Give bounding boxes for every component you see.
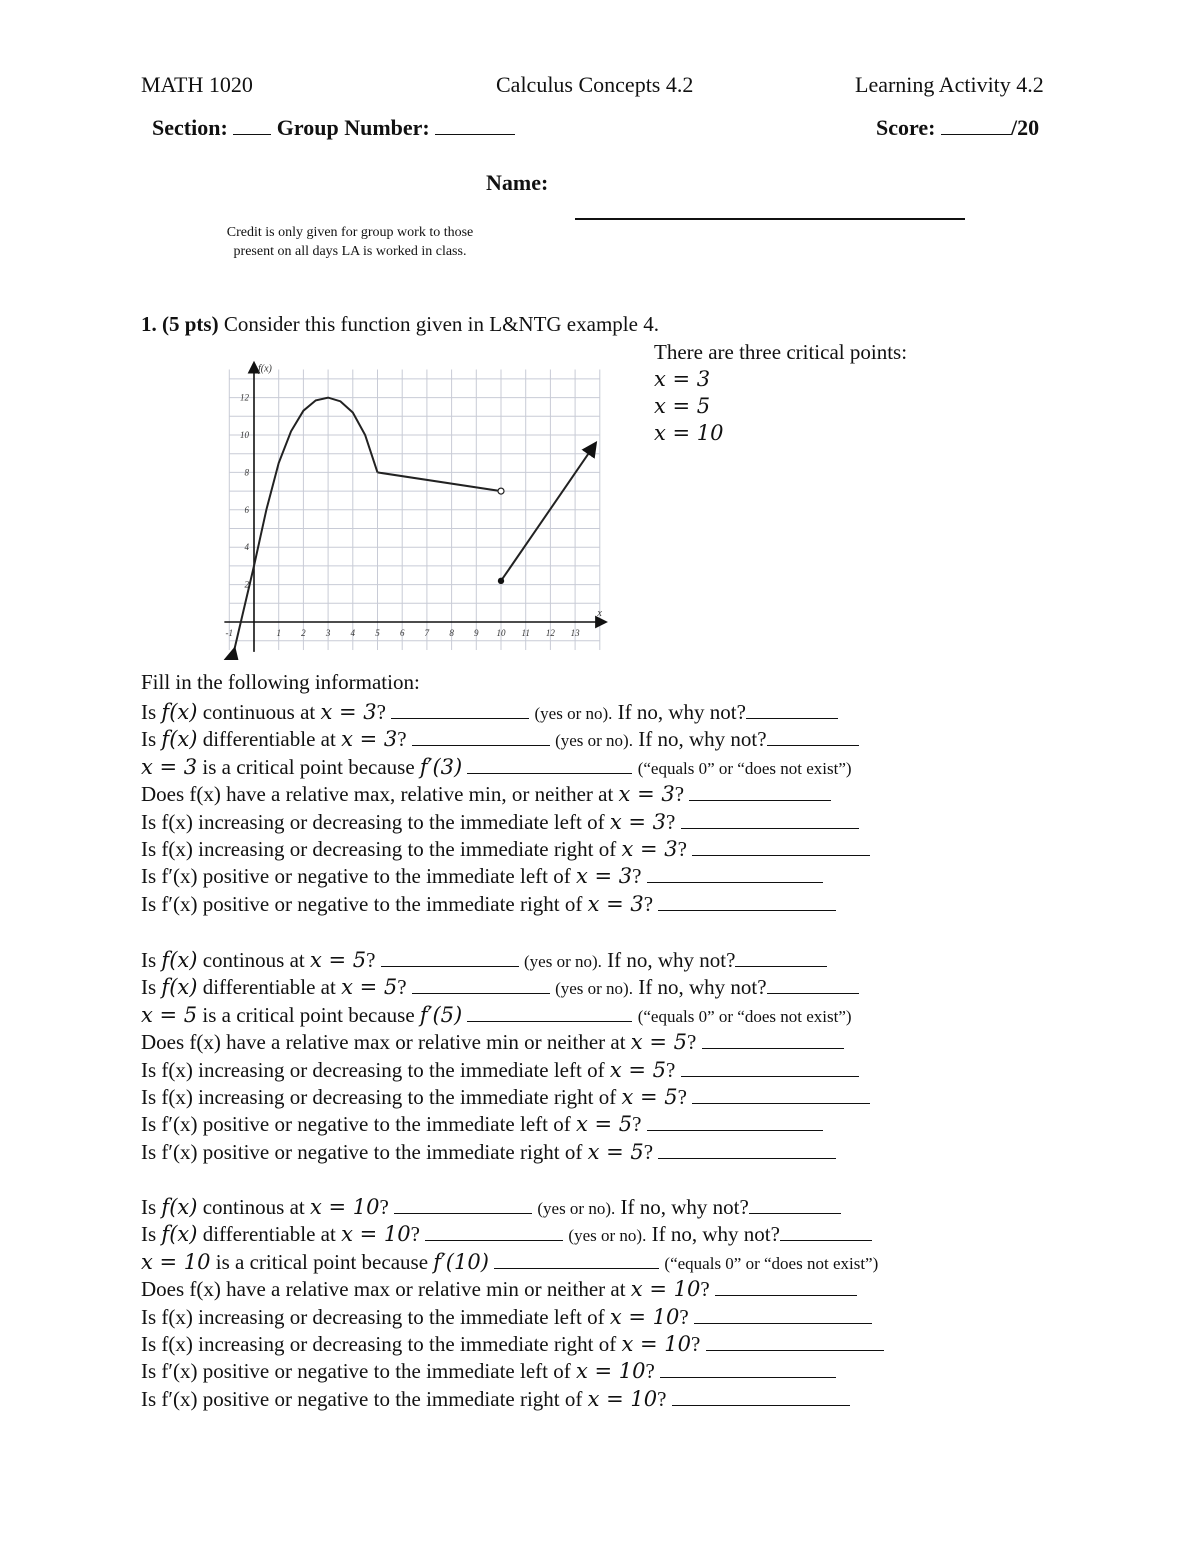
math-x: x = 3 — [141, 754, 198, 779]
critical-point-2: x = 5 — [654, 394, 711, 418]
math-x: x = 3 — [587, 891, 644, 916]
question-text: ? — [691, 1332, 706, 1356]
answer-hint: (yes or no). — [568, 1226, 647, 1246]
math-fx: f(x) — [161, 700, 198, 724]
question-text: Is f′(x) positive or negative to the immediate left of — [141, 864, 576, 889]
question-text: is a critical point because — [197, 754, 420, 779]
answer-blank[interactable] — [467, 755, 632, 774]
math-x: x = 3 — [341, 727, 398, 752]
x-tick-label: 6 — [399, 628, 405, 638]
x-tick-label: 10 — [496, 628, 506, 638]
problem-number: 1. — [141, 312, 157, 336]
section-label: Section: — [152, 115, 228, 140]
question-text: differentiable at — [197, 1222, 342, 1247]
question-q5 — [141, 1057, 859, 1084]
question-text: Is f(x) increasing or decreasing to the immediate left of — [141, 809, 610, 834]
answer-blank[interactable] — [412, 727, 550, 746]
math-x: x = 5 — [609, 1057, 666, 1082]
answer-blank[interactable] — [746, 700, 838, 719]
question-critical-reason — [141, 754, 852, 782]
answer-blank[interactable] — [658, 1140, 836, 1159]
x-tick-label: 1 — [276, 628, 281, 638]
answer-blank[interactable] — [681, 1058, 859, 1077]
math-x: x = 5 — [141, 1002, 198, 1027]
math-x: x = 5 — [310, 948, 367, 972]
question-text: ? — [643, 891, 659, 916]
question-text: ? — [700, 1277, 715, 1302]
course-code: MATH 1020 — [141, 72, 253, 97]
math-x: x = 10 — [609, 1304, 680, 1329]
answer-blank[interactable] — [391, 700, 529, 719]
question-text: Does f(x) have a relative max or relative min or neither at — [141, 1277, 631, 1302]
group-label: Group Number: — [276, 115, 430, 140]
answer-blank[interactable] — [660, 1359, 836, 1378]
question-text: If no, why not? — [632, 975, 767, 1000]
credit-note — [190, 223, 510, 261]
math-x: x = 5 — [587, 1139, 644, 1164]
question-text: If no, why not? — [612, 700, 746, 724]
answer-hint: (yes or no). — [524, 952, 602, 971]
answer-hint: (“equals 0” or “does not exist”) — [637, 758, 852, 778]
closed-endpoint — [498, 578, 504, 584]
math-x: x = 3 — [575, 864, 633, 889]
credit-note-line: present on all days LA is worked in class. — [233, 244, 467, 259]
question-text: If no, why not? — [632, 727, 767, 752]
question-text: ? — [677, 837, 693, 861]
question-differentiability — [141, 1221, 872, 1249]
question-q4 — [141, 1276, 857, 1303]
question-continuity — [141, 699, 838, 727]
activity-title: Learning Activity 4.2 — [855, 72, 1044, 97]
question-q6 — [141, 836, 870, 863]
question-critical-reason — [141, 1249, 878, 1277]
answer-blank[interactable] — [767, 727, 859, 746]
math-x: x = 10 — [141, 1249, 211, 1274]
math-fprime: f′(5) — [419, 1002, 463, 1027]
question-text: ? — [379, 1195, 395, 1219]
question-text: ? — [657, 1386, 672, 1411]
question-text: continous at — [197, 1195, 311, 1219]
x-tick-label: 11 — [521, 628, 530, 638]
question-text: Is f′(x) positive or negative to the immediate right of — [141, 1139, 588, 1164]
question-text: Does f(x) have a relative max, relative min, or neither at — [141, 782, 619, 807]
question-q7 — [141, 863, 823, 890]
math-fx: f(x) — [161, 948, 198, 972]
x-tick-label: -1 — [225, 628, 234, 638]
name-label: Name: — [486, 170, 549, 195]
answer-blank[interactable] — [694, 1305, 872, 1324]
y-tick-label: 6 — [244, 504, 249, 515]
question-text: ? — [397, 727, 412, 752]
math-x: x = 10 — [587, 1386, 658, 1411]
math-fprime: f′(3) — [419, 754, 463, 779]
question-q8 — [141, 891, 836, 918]
math-fx: f(x) — [161, 727, 198, 752]
group-blank[interactable] — [435, 116, 515, 135]
critical-point-1: x = 3 — [654, 367, 711, 391]
question-text: ? — [366, 948, 381, 972]
answer-hint: (“equals 0” or “does not exist”) — [637, 1006, 852, 1026]
problem-points: (5 pts) — [162, 312, 219, 336]
answer-hint: (yes or no). — [534, 704, 613, 723]
question-text: ? — [410, 1222, 426, 1247]
x-tick-label: 2 — [301, 628, 306, 638]
answer-blank[interactable] — [672, 1387, 850, 1406]
name-blank[interactable] — [575, 218, 965, 220]
question-differentiability — [141, 726, 859, 754]
answer-blank[interactable] — [767, 975, 859, 994]
x-tick-label: 8 — [449, 628, 454, 638]
question-text: If no, why not? — [646, 1222, 780, 1247]
question-critical-reason — [141, 1002, 852, 1030]
question-q6 — [141, 1331, 884, 1358]
math-x: x = 3 — [320, 700, 377, 724]
answer-blank[interactable] — [412, 975, 550, 994]
score-total: /20 — [1010, 115, 1040, 140]
answer-blank[interactable] — [681, 810, 859, 829]
question-text: ? — [645, 1359, 661, 1384]
y-tick-label: 8 — [244, 467, 249, 478]
math-x: x = 3 — [618, 782, 675, 807]
answer-blank[interactable] — [692, 1085, 870, 1104]
x-tick-label: 5 — [375, 628, 380, 638]
math-x: x = 5 — [575, 1112, 633, 1137]
answer-blank[interactable] — [467, 1003, 632, 1022]
x-tick-label: 13 — [570, 628, 580, 638]
answer-blank[interactable] — [702, 1030, 844, 1049]
question-text: ? — [397, 975, 412, 1000]
answer-blank[interactable] — [425, 1222, 563, 1241]
math-x: x = 10 — [341, 1222, 411, 1247]
question-text: differentiable at — [197, 975, 342, 1000]
question-text: continuous at — [197, 700, 321, 724]
question-text: Is f′(x) positive or negative to the immediate left of — [141, 1359, 576, 1384]
answer-blank[interactable] — [658, 892, 836, 911]
answer-blank[interactable] — [749, 1195, 841, 1214]
critical-point-3: x = 10 — [654, 421, 724, 445]
open-endpoint — [498, 488, 504, 494]
y-tick-label: 4 — [244, 542, 249, 553]
question-text: Is f(x) increasing or decreasing to the immediate right of — [141, 837, 622, 861]
problem-prompt: Consider this function given in L&NTG example 4. — [223, 312, 659, 336]
score-field[interactable] — [876, 115, 1039, 141]
question-text: Is f(x) increasing or decreasing to the immediate left of — [141, 1304, 610, 1329]
question-text: Does f(x) have a relative max or relative min or neither at — [141, 1030, 631, 1055]
question-text: ? — [632, 864, 647, 889]
y-tick-label: 2 — [244, 579, 249, 590]
question-text: ? — [665, 809, 681, 834]
answer-hint: (“equals 0” or “does not exist”) — [664, 1253, 879, 1273]
math-x: x = 10 — [310, 1195, 380, 1219]
question-text: is a critical point because — [197, 1002, 420, 1027]
answer-hint: (yes or no). — [555, 979, 633, 999]
answer-blank[interactable] — [494, 1250, 659, 1269]
answer-hint: (yes or no). — [537, 1199, 616, 1218]
math-fx: f(x) — [161, 975, 198, 1000]
question-text: If no, why not? — [601, 948, 736, 972]
question-text: Is — [141, 1195, 162, 1219]
section-field[interactable] — [152, 115, 515, 141]
question-q7 — [141, 1358, 836, 1385]
question-continuity — [141, 1194, 841, 1222]
math-x: x = 10 — [621, 1332, 692, 1356]
critical-intro: There are three critical points: — [654, 340, 908, 364]
question-q4 — [141, 781, 831, 808]
question-text: is a critical point because — [210, 1249, 434, 1274]
function-graph — [220, 350, 610, 660]
question-text: ? — [674, 782, 690, 807]
question-text: Is f′(x) positive or negative to the immediate right of — [141, 1386, 588, 1411]
problem-heading — [141, 311, 659, 338]
section-blank[interactable] — [233, 116, 271, 135]
math-x: x = 10 — [630, 1277, 701, 1302]
answer-blank[interactable] — [735, 948, 827, 967]
answer-blank[interactable] — [647, 1112, 823, 1131]
answer-blank[interactable] — [689, 782, 831, 801]
x-tick-label: 9 — [474, 628, 479, 638]
answer-blank[interactable] — [706, 1332, 884, 1351]
question-text: Is — [141, 700, 162, 724]
question-text: Is — [141, 975, 162, 1000]
fill-in-instructions: Fill in the following information: — [141, 670, 420, 694]
math-x: x = 5 — [621, 1085, 678, 1109]
question-text: ? — [665, 1057, 681, 1082]
question-q8 — [141, 1386, 850, 1413]
y-axis-label: f(x) — [258, 363, 272, 375]
question-text: Is f(x) increasing or decreasing to the immediate right of — [141, 1332, 622, 1356]
question-differentiability — [141, 974, 859, 1002]
math-x: x = 3 — [609, 809, 666, 834]
score-blank[interactable] — [941, 116, 1011, 135]
credit-note-line: Credit is only given for group work to those — [226, 225, 474, 240]
question-q5 — [141, 1304, 872, 1331]
y-tick-label: 12 — [240, 392, 249, 403]
question-text: ? — [686, 1030, 702, 1055]
question-text: Is f(x) increasing or decreasing to the immediate right of — [141, 1085, 622, 1109]
question-text: If no, why not? — [615, 1195, 749, 1219]
question-q8 — [141, 1139, 836, 1166]
x-tick-label: 4 — [350, 628, 356, 638]
math-fprime: f′(10) — [433, 1249, 489, 1274]
y-tick-label: 10 — [240, 430, 249, 440]
question-continuity — [141, 947, 827, 975]
ray-segment — [501, 444, 595, 581]
question-text: ? — [632, 1112, 647, 1137]
question-text: Is — [141, 948, 162, 972]
score-label: Score: — [876, 115, 936, 140]
answer-hint: (yes or no). — [555, 731, 633, 751]
question-text: Is f′(x) positive or negative to the immediate left of — [141, 1112, 576, 1137]
question-q4 — [141, 1029, 844, 1056]
answer-blank[interactable] — [394, 1195, 532, 1214]
answer-blank[interactable] — [715, 1277, 857, 1296]
answer-blank[interactable] — [381, 948, 519, 967]
x-tick-label: 7 — [424, 628, 430, 638]
question-text: ? — [376, 700, 392, 724]
question-text: ? — [677, 1085, 693, 1109]
question-text: Is — [141, 1222, 162, 1247]
question-text: ? — [643, 1139, 659, 1164]
question-text: Is f′(x) positive or negative to the immediate right of — [141, 891, 588, 916]
question-q5 — [141, 809, 859, 836]
math-fx: f(x) — [161, 1222, 198, 1247]
question-text: continous at — [197, 948, 311, 972]
book-section: Calculus Concepts 4.2 — [496, 72, 694, 97]
answer-blank[interactable] — [692, 837, 870, 856]
question-text: Is — [141, 727, 162, 752]
question-q7 — [141, 1111, 823, 1138]
x-tick-label: 12 — [545, 628, 555, 638]
math-x: x = 10 — [575, 1359, 646, 1384]
question-text: differentiable at — [197, 727, 342, 752]
answer-blank[interactable] — [647, 864, 823, 883]
question-text: Is f(x) increasing or decreasing to the immediate left of — [141, 1057, 610, 1082]
question-text: ? — [679, 1304, 694, 1329]
linear-segment — [378, 472, 502, 491]
x-tick-label: 3 — [325, 628, 331, 638]
x-axis-label: x — [597, 608, 602, 619]
math-x: x = 5 — [341, 975, 398, 1000]
math-fx: f(x) — [161, 1195, 198, 1219]
question-q6 — [141, 1084, 870, 1111]
answer-blank[interactable] — [780, 1222, 872, 1241]
math-x: x = 5 — [630, 1030, 687, 1055]
math-x: x = 3 — [621, 837, 678, 861]
